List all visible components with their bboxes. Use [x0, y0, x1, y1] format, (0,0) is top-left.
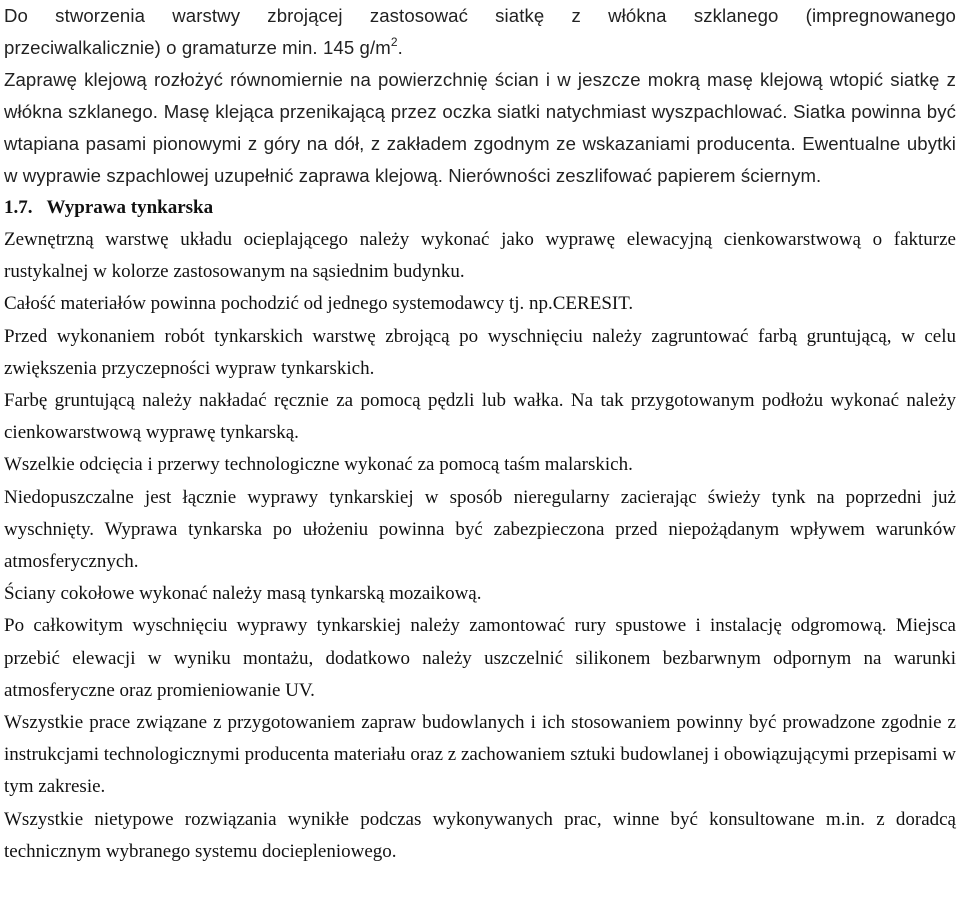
reinforcement-paragraph-line-2	[4, 37, 403, 58]
paragraph-plinth-walls: Ściany cokołowe wykonać należy masą tynkarską mozaikową.	[4, 583, 482, 605]
adhesive-instructions-paragraph: Zaprawę klejową rozłożyć równomiernie na powierzchnię ścian i w jeszcze mokrą masę klejową wtopić siatkę z włókna szklanego. Masę klejąca przenikającą przez oczka siatki natychmiast wyszpachlować. Siatka powinna być wtapiana pasami pionowymi z góry na dół, z zakładem zgodnym ze wskazaniami producenta. Ewentualne ubytki w wyprawie szpachlowej uzupełnić zaprawa klejową. Nierówności zeszlifować papierem ściernym.	[4, 69, 956, 186]
paragraph-irregular-joining: Niedopuszczalne jest łącznie wyprawy tynkarskiej w sposób nieregularny zacierając świeży tynk na poprzedni już wyschnięty. Wyprawa tynkarska po ułożeniu powinna być zabezpieczona przed niepożądanym wpływem warunków atmosferycznych.	[4, 486, 956, 573]
paragraph-primer-application: Farbę gruntującą należy nakładać ręcznie za pomocą pędzli lub wałka. Na tak przygotowanym podłożu wykonać należy cienkowarstwową wyprawę tynkarską.	[4, 390, 956, 444]
mesh-weight-period: .	[397, 37, 403, 58]
reinforcement-paragraph-line-1: Do stworzenia warstwy zbrojącej zastosować siatkę z włókna szklanego (impregnowanego	[4, 5, 956, 26]
reinforcement-layer-section	[4, 0, 956, 192]
paragraph-tape-cuts: Wszelkie odcięcia i przerwy technologiczne wykonać za pomocą taśm malarskich.	[4, 454, 633, 476]
paragraph-workmanship: Wszystkie prace związane z przygotowaniem zapraw budowlanych i ich stosowaniem powinny być prowadzone zgodnie z instrukcjami technologicznymi producenta materiału oraz z zachowaniem sztuki budowlanej i obowiązującymi przepisami w tym zakresie.	[4, 712, 956, 798]
document-page	[4, 0, 956, 868]
paragraph-consultation: Wszystkie nietypowe rozwiązania wynikłe podczas wykonywanych prac, winne być konsultowane m.in. z doradcą technicznym wybranego systemu docieplenioweg​o.	[4, 808, 956, 862]
paragraph-system-supplier: Całość materiałów powinna pochodzić od jednego systemodawcy tj. np.CERESIT.	[4, 293, 634, 315]
section-heading	[4, 192, 956, 224]
section-heading-number: 1.7.	[4, 197, 33, 218]
paragraph-priming: Przed wykonaniem robót tynkarskich warstwę zbrojącą po wyschnięciu należy zagruntować farbą gruntującą, w celu zwiększenia przyczepności wypraw tynkarskich.	[4, 325, 956, 379]
mesh-weight-exponent: 2	[390, 35, 398, 49]
section-heading-title: Wyprawa tynkarska	[46, 197, 214, 218]
paragraph-outer-layer: Zewnętrzną warstwę układu ocieplającego należy wykonać jako wyprawę elewacyjną cienkowarstwową o fakturze rustykalnej w kolorze zastosowanym na sąsiednim budynku.	[4, 229, 956, 283]
mesh-weight-text: przeciwalkalicznie) o gramaturze min. 145 g/m	[4, 37, 391, 58]
paragraph-downpipes: Po całkowitym wyschnięciu wyprawy tynkarskiej należy zamontować rury spustowe i instalację odgromową. Miejsca przebić elewacji w wyniku montażu, dodatkowo należy uszczelnić silikonem bezbarwnym odpornym na warunki atmosferyczne oraz promieniowanie UV.	[4, 615, 956, 701]
